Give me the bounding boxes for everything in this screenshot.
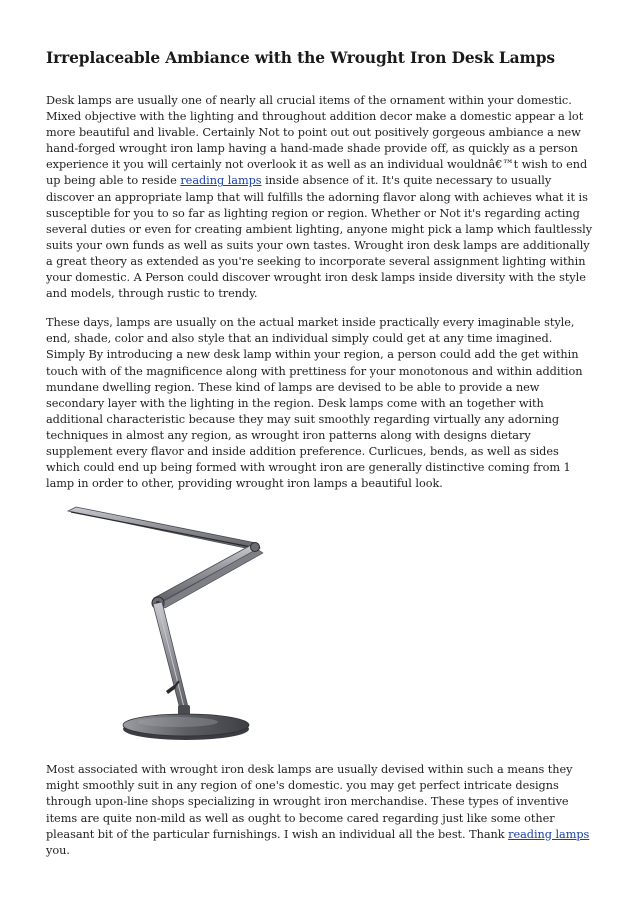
paragraph-1-text-b: inside absence of it. It's quite necessary to usually discover an appropriate lamp that will fulfills the adorning flavor along with achieves what it is susceptible for you to so far as lighting region or region. Whether or Not it's regarding acting several duties or even for creating ambient lighting, anyone might pick a lamp which faultlessly suits your own funds as well as suits your own tastes. Wrought iron desk lamps are additionally a great theory as extended as you're seeking to incorporate several assignment lighting within your domestic. A Person could discover wrought iron desk lamps inside diversity with the style and models, through rustic to trendy. [46, 174, 593, 301]
desk-lamp-illustration [46, 505, 594, 748]
paragraph-3-text-b: you. [46, 843, 70, 857]
page-title: Irreplaceable Ambiance with the Wrought Iron Desk Lamps [46, 49, 555, 67]
reading-lamps-link-1[interactable]: reading lamps [180, 174, 262, 188]
desk-lamp-image [46, 505, 594, 748]
paragraph-3-text-a: Most associated with wrought iron desk lamps are usually devised within such a means they might smoothly suit in any region of one's domestic. you may get perfect intricate designs through upon-line shops specializing in wrought iron merchandise. These types of inventive items are quite non-mild as well as ought to become cared regarding just like some other pleasant bit of the particular furnishings. I wish an individual all the best. Thank [46, 763, 573, 841]
reading-lamps-link-2[interactable]: reading lamps [508, 827, 590, 841]
document-page [46, 48, 594, 872]
paragraph-1 [46, 93, 594, 302]
paragraph-1-text-a: Desk lamps are usually one of nearly all crucial items of the ornament within your domestic. Mixed objective with the lighting and throughout addition decor make a domestic appear a lot more beautiful and livable. Certainly Not to point out out positively gorgeous ambiance a new hand-forged wrought iron lamp having a hand-made shade provide off, as quickly as a person experience it you will certainly not overlook it as well as an individual wouldnâ€™t wish to end up being able to reside [46, 94, 588, 188]
paragraph-3 [46, 762, 594, 859]
paragraph-2: These days, lamps are usually on the actual market inside practically every imaginable style, end, shade, color and also style that an individual simply could get at any time imagined. Simply By introducing a new desk lamp within your region, a person could add the get within touch with of the magnificence along with prettiness for your monotonous and within addition mundane dwelling region. These kind of lamps are devised to be able to provide a new secondary layer with the lighting in the region. Desk lamps come with an together with additional characteristic because they may suit smoothly regarding virtually any adorning techniques in almost any region, as wrought iron patterns along with designs dietary supplement every flavor and inside addition preference. Curlicues, bends, as well as sides which could end up being formed with wrought iron are generally distinctive coming from 1 lamp in order to other, providing wrought iron lamps a beautiful look. [46, 316, 583, 491]
